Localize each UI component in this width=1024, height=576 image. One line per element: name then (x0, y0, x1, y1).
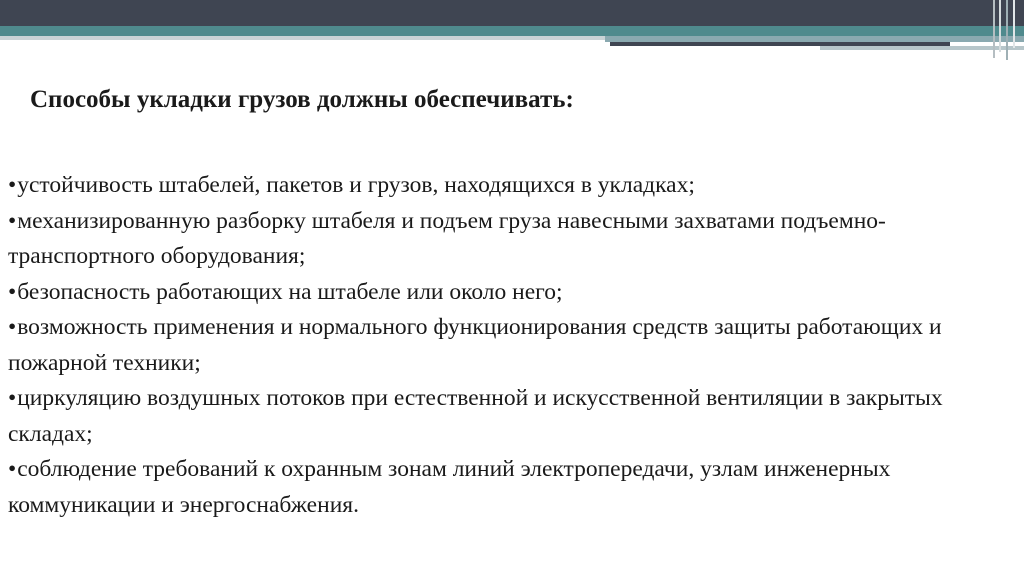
corner-decoration-line (993, 0, 995, 58)
list-item (8, 381, 1013, 452)
corner-decoration-line (999, 0, 1001, 52)
header-band-teal (0, 26, 1024, 36)
corner-decoration-line (1006, 0, 1008, 60)
bullet-icon: • (8, 278, 17, 305)
corner-decoration-line (1013, 0, 1015, 48)
header-band-dark (0, 0, 1024, 26)
bullet-icon: • (8, 207, 17, 234)
list-item-text: соблюдение требований к охранным зонам линий электропередачи, узлам инженерных коммуникации и энергоснабжения. (8, 456, 891, 518)
list-item (8, 204, 1013, 275)
list-item-text: безопасность работающих на штабеле или около него; (17, 278, 563, 305)
list-item (8, 275, 1013, 311)
list-item (8, 168, 1013, 204)
list-item (8, 452, 1013, 523)
bullet-icon: • (8, 172, 17, 198)
bullet-list (8, 168, 1013, 523)
list-item (8, 310, 1013, 381)
list-item-text: устойчивость штабелей, пакетов и грузов, находящихся в укладках; (17, 172, 695, 198)
list-item-text: механизированную разборку штабеля и подъем груза навесными захватами подъемно-транспортного оборудования; (8, 207, 886, 269)
bullet-icon: • (8, 456, 17, 482)
list-item-text: циркуляцию воздушных потоков при естественной и искусственной вентиляции в закрытых складах; (8, 385, 943, 447)
bullet-icon: • (8, 385, 17, 411)
bullet-icon: • (8, 314, 17, 340)
header-band-light (0, 36, 605, 40)
slide-title: Способы укладки грузов должны обеспечивать: (30, 86, 574, 113)
list-item-text: возможность применения и нормального функционирования средств защиты работающих и пожарной техники; (8, 314, 942, 376)
